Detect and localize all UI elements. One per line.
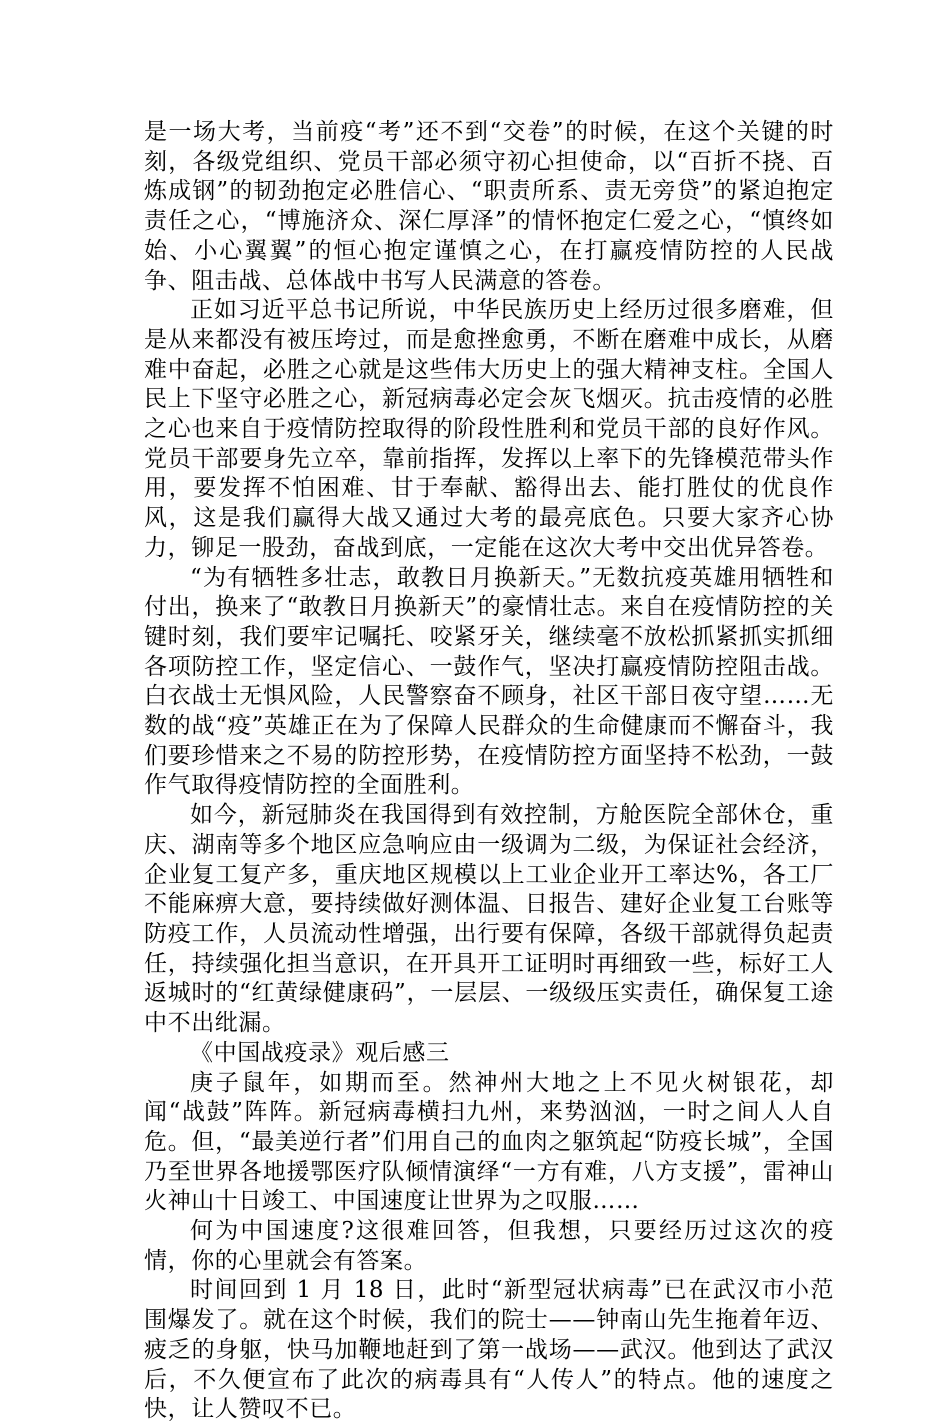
paragraph-3: “为有牺牲多壮志，敢教日月换新天。”无数抗疫英雄用牺牲和付出，换来了“敢教日月换新天”的豪情壮志。来自在疫情防控的关键时刻，我们要牢记嘱托、咬紧牙关，继续毫不放松抓紧抓实抓细各项防控工作，坚定信心、一鼓作气，坚决打赢疫情防控阻击战。白衣战士无惧风险，人民警察奋不顾身，社区干部日夜守望……无数的战“疫”英雄正在为了保障人民群众的生命健康而不懈奋斗，我们要珍惜来之不易的防控形势，在疫情防控方面坚持不松劲，一鼓作气取得疫情防控的全面胜利。 xyxy=(144,564,834,799)
section-heading: 《中国战疫录》观后感三 xyxy=(190,1039,450,1066)
paragraph-7: 时间回到 1 月 18 日，此时“新型冠状病毒”已在武汉市小范围爆发了。就在这个时候，我们的院士——钟南山先生拖着年迈、疲乏的身躯，快马加鞭地赶到了第一战场——武汉。他到达了武汉后，不久便宣布了此次的病毒具有“人传人”的特点。他的速度之快，让人赞叹不已。 xyxy=(144,1277,834,1423)
paragraph-2: 正如习近平总书记所说，中华民族历史上经历过很多磨难，但是从来都没有被压垮过，而是愈挫愈勇，不断在磨难中成长，从磨难中奋起，必胜之心就是这些伟大历史上的强大精神支柱。全国人民上下坚守必胜之心，新冠病毒必定会灰飞烟灭。抗击疫情的必胜之心也来自于疫情防控取得的阶段性胜利和党员干部的良好作风。党员干部要身先立卒，靠前指挥，发挥以上率下的先锋模范带头作用，要发挥不怕困难、甘于奉献、豁得出去、能打胜仗的优良作风，这是我们赢得大战又通过大考的最亮底色。只要大家齐心协力，铆足一股劲，奋战到底，一定能在这次大考中交出优异答卷。 xyxy=(144,297,834,561)
document-body xyxy=(144,118,834,1425)
paragraph-4: 如今，新冠肺炎在我国得到有效控制，方舱医院全部休仓，重庆、湖南等多个地区应急响应由一级调为二级，为保证社会经济，企业复工复产多，重庆地区规模以上工业企业开工率达%，各工厂不能麻痹大意，要持续做好测体温、日报告、建好企业复工台账等防疫工作，人员流动性增强，出行要有保障，各级干部就得负起责任，持续强化担当意识，在开具开工证明时再细致一些，标好工人返城时的“红黄绿健康码”，一层层、一级级压实责任，确保复工途中不出纰漏。 xyxy=(144,802,834,1037)
paragraph-6: 何为中国速度?这很难回答，但我想，只要经历过这次的疫情，你的心里就会有答案。 xyxy=(144,1218,834,1274)
paragraph-5: 庚子鼠年，如期而至。然神州大地之上不见火树银花，却闻“战鼓”阵阵。新冠病毒横扫九州，来势汹汹，一时之间人人自危。但，“最美逆行者”们用自己的血肉之躯筑起“防疫长城”，全国乃至世界各地援鄂医疗队倾情演绎“一方有难，八方支援”，雷神山火神山十日竣工、中国速度让世界为之叹服…… xyxy=(144,1069,834,1215)
paragraph-1: 是一场大考，当前疫“考”还不到“交卷”的时候，在这个关键的时刻，各级党组织、党员干部必须守初心担使命，以“百折不挠、百炼成钢”的韧劲抱定必胜信心、“职责所系、责无旁贷”的紧迫抱定责任之心，“博施济众、深仁厚泽”的情怀抱定仁爱之心，“慎终如始、小心翼翼”的恒心抱定谨慎之心，在打赢疫情防控的人民战争、阻击战、总体战中书写人民满意的答卷。 xyxy=(144,119,834,294)
